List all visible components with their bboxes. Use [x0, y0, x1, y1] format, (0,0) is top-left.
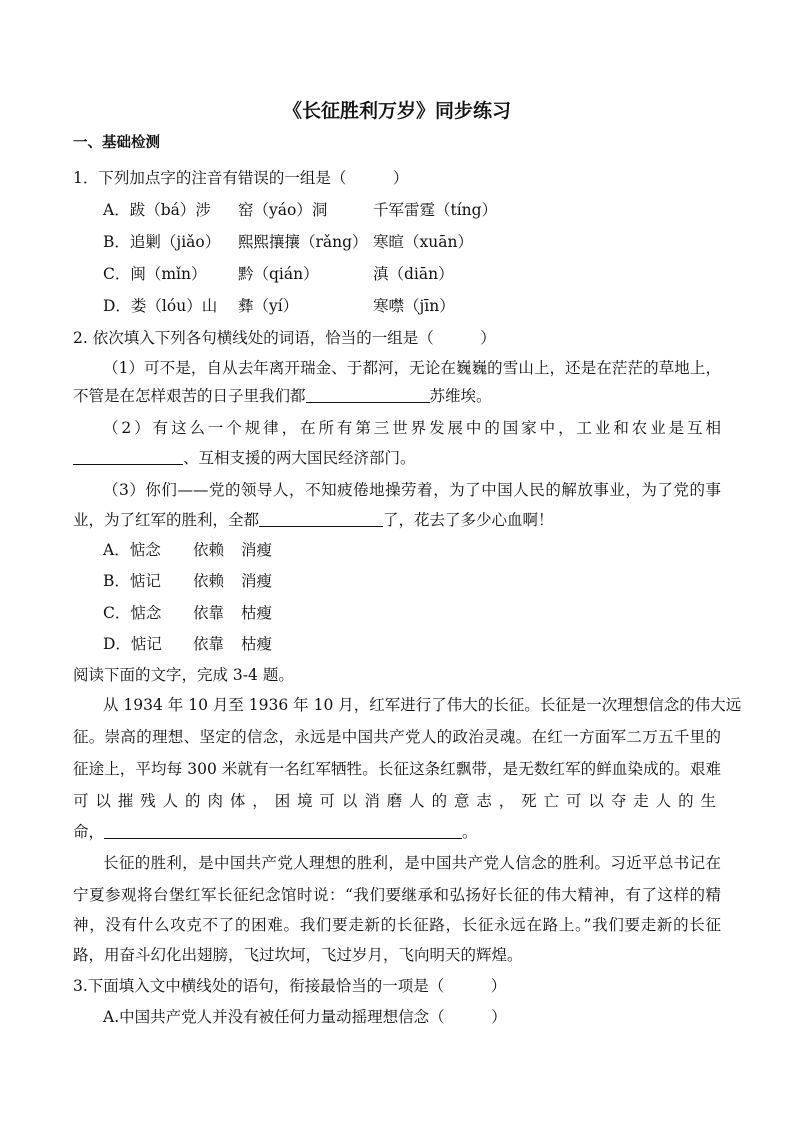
q2-d-word3: 枯瘦 — [241, 635, 273, 653]
q1-option-c — [103, 264, 454, 284]
q2-option-c — [103, 603, 272, 623]
passage-1-line-5 — [73, 822, 478, 842]
passage-1-line-3: 征途上，平均每 300 米就有一名红军牺牲。长征这条红飘带，是无数红军的鲜血染成的。艰难 — [73, 760, 721, 778]
q2-sentence-3-line-2 — [73, 510, 554, 530]
q2-a-word2: 依赖 — [193, 541, 225, 559]
q2-blank-2[interactable] — [73, 448, 183, 465]
q1-d-part3: 寒噤（jīn） — [373, 297, 455, 315]
q2-b-word2: 依赖 — [193, 572, 225, 590]
q2-option-b — [103, 571, 272, 591]
q1-b-part3: 寒暄（xuān） — [373, 233, 473, 251]
q1-c-part2: 黔（qián） — [238, 265, 319, 283]
q2-s2-text-after: 、互相支援的两大国民经济部门。 — [183, 449, 416, 467]
q2-sentence-2-line-1: （2）有这么一个规律，在所有第三世界发展中的国家中，工业和农业是互相 — [103, 419, 721, 437]
passage-2-line-1: 长征的胜利，是中国共产党人理想的胜利，是中国共产党人信念的胜利。习近平总书记在 — [103, 854, 721, 872]
passage-1-line-2: 征。崇高的理想、坚定的信念，永远是中国共产党人的政治灵魂。在红一方面军二万五千里的 — [73, 728, 721, 746]
q2-c-word1: C．惦念 — [103, 604, 162, 622]
q2-option-a — [103, 540, 272, 560]
reading-intro: 阅读下面的文字，完成 3-4 题。 — [73, 666, 294, 684]
q2-b-word3: 消瘦 — [241, 572, 273, 590]
q1-c-part1: C．闽（mǐn） — [103, 265, 207, 283]
q2-option-d — [103, 634, 272, 654]
q2-blank-1[interactable] — [306, 386, 430, 403]
passage-2-line-4: 路，用奋斗幻化出翅膀，飞过坎坷，飞过岁月，飞向明天的辉煌。 — [73, 946, 523, 964]
q1-b-part2: 熙熙攘攘（rǎng） — [238, 233, 368, 251]
section-heading: 一、基础检测 — [73, 135, 160, 151]
page-title: 《长征胜利万岁》同步练习 — [282, 100, 511, 122]
passage-2-line-2: 宁夏参观将台堡红军长征纪念馆时说：“我们要继承和弘扬好长征的伟大精神，有了这样的精 — [73, 886, 721, 904]
q2-s1-text-before: 不管是在怎样艰苦的日子里我们都 — [73, 387, 306, 405]
q1-d-part2: 彝（yí） — [238, 297, 299, 315]
q2-a-word3: 消瘦 — [241, 541, 273, 559]
q2-a-word1: A．惦念 — [103, 541, 161, 559]
q1-a-part3: 千军雷霆（tíng） — [373, 201, 498, 219]
q2-sentence-1-line-1: （1）可不是，自从去年离开瑞金、于都河，无论在巍巍的雪山上，还是在茫茫的草地上， — [103, 359, 721, 377]
q2-sentence-2-line-2 — [73, 448, 416, 468]
question-2-stem: 2. 依次填入下列各句横线处的词语，恰当的一组是（ ） — [73, 329, 496, 347]
q1-option-b — [103, 232, 473, 252]
q1-b-part1: B．追剿（jiǎo） — [103, 233, 221, 251]
q2-s3-text-after: 了，花去了多少心血啊！ — [383, 511, 554, 529]
q1-a-part1: A．跋（bá）涉 — [103, 201, 211, 219]
q1-option-a — [103, 200, 497, 220]
q2-c-word3: 枯瘦 — [241, 604, 273, 622]
q2-blank-3[interactable] — [259, 510, 383, 527]
passage-1-line-1: 从 1934 年 10 月至 1936 年 10 月，红军进行了伟大的长征。长征是一次理想信念的伟大远 — [103, 696, 742, 714]
q2-s1-text-after: 苏维埃。 — [429, 387, 492, 405]
passage-1-text-before: 命， — [73, 823, 105, 841]
passage-2-line-3: 神，没有什么攻克不了的困难。我们要走新的长征路，长征永远在路上。”我们要走新的长征 — [73, 916, 721, 934]
passage-1-line-4: 可以摧残人的肉体，困境可以消磨人的意志，死亡可以夺走人的生 — [73, 792, 721, 810]
question-1-stem: 1．下列加点字的注音有错误的一组是（ ） — [73, 169, 409, 187]
q2-sentence-3-line-1: （3）你们——党的领导人，不知疲倦地操劳着，为了中国人民的解放事业，为了党的事 — [103, 481, 721, 499]
q2-b-word1: B．惦记 — [103, 572, 161, 590]
q2-d-word2: 依靠 — [193, 635, 225, 653]
q2-sentence-1-line-2 — [73, 386, 492, 406]
q2-s3-text-before: 业，为了红军的胜利，全都 — [73, 511, 260, 529]
q1-c-part3: 滇（diān） — [373, 265, 454, 283]
q1-option-d — [103, 296, 455, 316]
q1-a-part2: 窑（yáo）洞 — [238, 201, 328, 219]
question-3-stem: 3.下面填入文中横线处的语句，衔接最恰当的一项是（ ） — [73, 977, 507, 995]
passage-1-text-after: 。 — [462, 823, 478, 841]
passage-blank[interactable] — [104, 822, 462, 839]
q2-d-word1: D．惦记 — [103, 635, 162, 653]
q2-c-word2: 依靠 — [193, 604, 225, 622]
q1-d-part1: D．娄（lóu）山 — [103, 297, 218, 315]
q3-option-a: A.中国共产党人并没有被任何力量动摇理想信念（ ） — [103, 1008, 507, 1026]
